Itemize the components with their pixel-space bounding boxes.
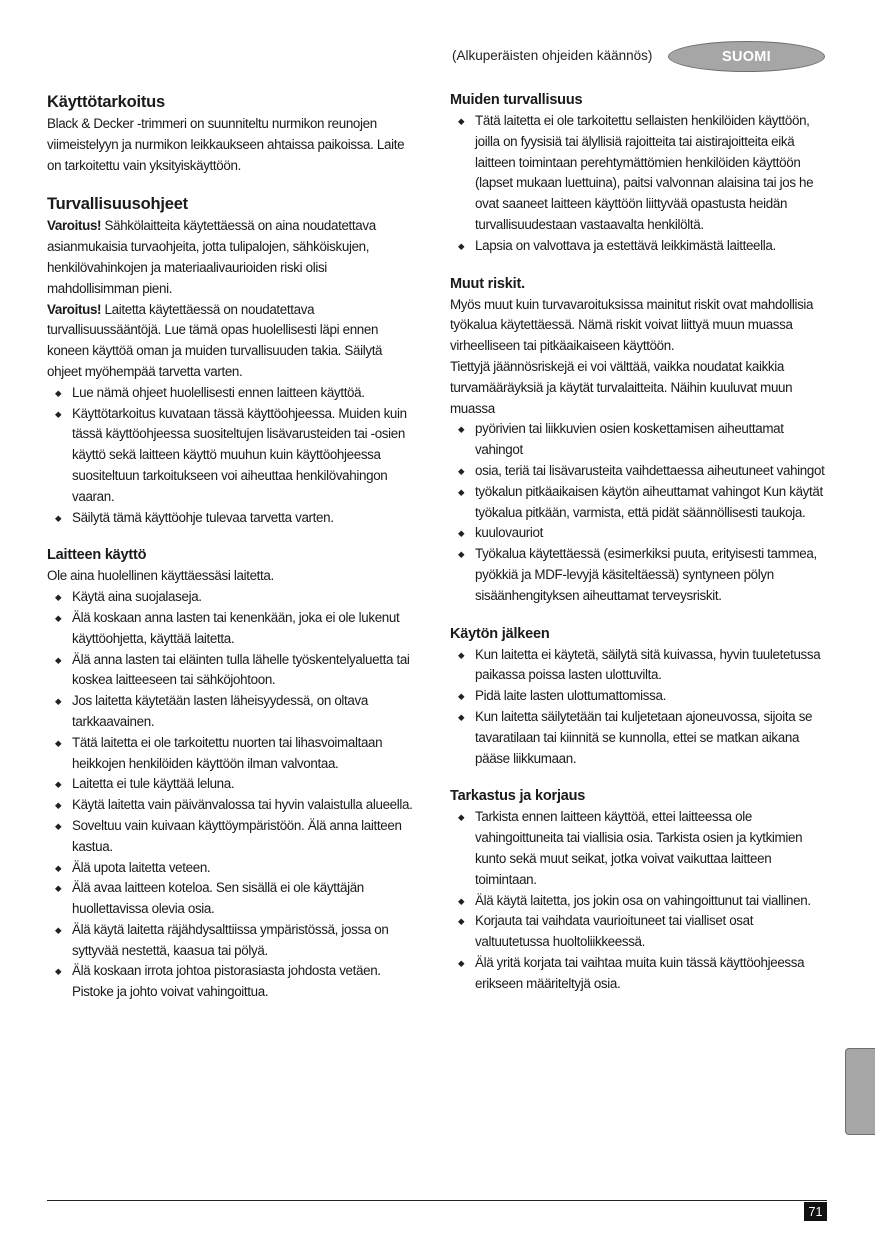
- safety-warning-2: [47, 300, 413, 383]
- list-item: ◆ Soveltuu vain kuivaan käyttöympäristöön. Älä anna laitteen kastua.: [47, 816, 413, 858]
- list-item: ◆ Älä käytä laitetta, jos jokin osa on vahingoittunut tai viallinen.: [450, 891, 830, 912]
- safety-section: [47, 192, 413, 528]
- inspection-section: [450, 786, 830, 994]
- list-item: ◆ Kun laitetta säilytetään tai kuljetetaan ajoneuvossa, sijoita se tavaratilaan tai kiinnitä se kunnolla, ettei se matkan aikana pääse liikkumaan.: [450, 707, 830, 769]
- list-item: ◆ Tarkista ennen laitteen käyttöä, ettei laitteessa ole vahingoittuneita tai viallisia osia. Tarkista osien ja kytkimien kunto sekä muut seikat, jotka voivat vaikuttaa laitteen toimintaan.: [450, 807, 830, 890]
- other-safety-title: Muiden turvallisuus: [450, 92, 583, 108]
- list-item: ◆ Laitetta ei tule käyttää leluna.: [47, 774, 413, 795]
- operation-intro: Ole aina huolellinen käyttäessäsi laitetta.: [47, 568, 274, 584]
- language-tab: [668, 41, 825, 72]
- warning-text-2: Laitetta käytettäessä on noudatettava turvallisuussääntöjä. Lue tämä opas huolellisesti läpi ennen koneen käyttöä oman ja muiden turvallisuuden takia. Säilytä ohjeet myöhempää tarvetta varten.: [47, 301, 383, 379]
- list-item: ◆ Älä avaa laitteen koteloa. Sen sisällä ei ole käyttäjän huollettavissa olevia osia.: [47, 878, 413, 920]
- list-item: ◆ työkalun pitkäaikaisen käytön aiheuttamat vahingot Kun käytät työkalua pitkään, varmista, että pidät säännöllisesti taukoja.: [450, 482, 830, 524]
- list-item: ◆ Käytä laitetta vain päivänvalossa tai hyvin valaistulla alueella.: [47, 795, 413, 816]
- inspection-title: Tarkastus ja korjaus: [450, 788, 586, 805]
- side-tab-marker: [845, 1048, 875, 1135]
- other-safety-list: [450, 111, 830, 257]
- operation-list: [47, 587, 413, 1003]
- right-column: [450, 90, 830, 1011]
- page-number: 71: [804, 1202, 827, 1221]
- warning-label-1: Varoitus!: [47, 218, 102, 234]
- list-item: ◆ osia, teriä tai lisävarusteita vaihdettaessa aiheutuneet vahingot: [450, 461, 830, 482]
- left-column: [47, 90, 413, 1020]
- after-use-title: Käytön jälkeen: [450, 625, 550, 642]
- list-item: ◆ Älä anna lasten tai eläinten tulla lähelle työskentelyaluetta tai koskea laitteeseen tai sähköjohtoon.: [47, 650, 413, 692]
- list-item: ◆ Älä koskaan anna lasten tai kenenkään, joka ei ole lukenut käyttöohjetta, käyttää laitetta.: [47, 608, 413, 650]
- warning-text-1: Sähkölaitteita käytettäessä on aina noudatettava asianmukaisia turvaohjeita, jotta tulipalojen, sähköiskujen, henkilövahinkojen ja materiaalivaurioiden riski olisi mahdollisimman pieni.: [47, 218, 376, 296]
- list-item: ◆ Tätä laitetta ei ole tarkoitettu sellaisten henkilöiden käyttöön, joilla on fyysisiä tai älyllisiä rajoitteita tai aistirajoitteita eikä laitteen toimintaan perehtymättömien henkilöiden käyttöön (lapset mukaan luettuina), paitsi valvonnan alaisina tai jos he ovat saaneet laitteen käyttöön liittyvää opastusta heidän turvallisuudestaan vastaavalta henkilöltä.: [450, 111, 830, 236]
- list-item: ◆ Säilytä tämä käyttöohje tulevaa tarvetta varten.: [47, 508, 413, 529]
- list-item: ◆ Korjauta tai vaihdata vaurioituneet tai vialliset osat valtuutetussa huoltoliikkeessä.: [450, 911, 830, 953]
- list-item: ◆ Pidä laite lasten ulottumattomissa.: [450, 686, 830, 707]
- list-item: ◆ Lue nämä ohjeet huolellisesti ennen laitteen käyttöä.: [47, 383, 413, 404]
- intended-use-section: [47, 90, 413, 176]
- list-item: ◆ Älä käytä laitetta räjähdysalttiissa ympäristössä, jossa on syttyvää nestettä, kaasua tai pölyä.: [47, 920, 413, 962]
- list-item: ◆ Kun laitetta ei käytetä, säilytä sitä kuivassa, hyvin tuuletetussa paikassa poissa lasten ulottuvilta.: [450, 645, 830, 687]
- list-item: ◆ Käyttötarkoitus kuvataan tässä käyttöohjeessa. Muiden kuin tässä käyttöohjeessa suositeltujen lisävarusteiden tai -osien käyttö sekä laitteen käyttö muuhun kuin käyttöohjeessa suositeltuun tarkoitukseen voi aiheuttaa henkilövahingon vaaran.: [47, 404, 413, 508]
- list-item: ◆ Tätä laitetta ei ole tarkoitettu nuorten tai lihasvoimaltaan heikkojen henkilöiden käyttöön ilman valvontaa.: [47, 733, 413, 775]
- language-tab-label: SUOMI: [721, 48, 772, 65]
- footer-divider: [47, 1200, 827, 1201]
- after-use-list: [450, 645, 830, 770]
- operation-title: Laitteen käyttö: [47, 547, 147, 564]
- list-item: ◆ Lapsia on valvottava ja estettävä leikkimästä laitteella.: [450, 236, 830, 257]
- list-item: ◆ Älä upota laitetta veteen.: [47, 858, 413, 879]
- other-risks-para-2: Tiettyjä jäännösriskejä ei voi välttää, vaikka noudatat kaikkia turvamääräyksiä ja käytät turvalaitteita. Näihin kuuluvat muun muassa: [450, 358, 793, 416]
- safety-warning-1: [47, 216, 413, 299]
- other-risks-para-1: Myös muut kuin turvavaroituksissa mainitut riskit ovat mahdollisia työkalua käytettäessä. Nämä riskit voivat liittyä muun muassa virheelliseen tai pitkäaikaiseen käyttöön.: [450, 296, 814, 354]
- safety-list: [47, 383, 413, 529]
- safety-title: Turvallisuusohjeet: [47, 195, 188, 214]
- other-risks-section: [450, 274, 830, 607]
- translation-note: (Alkuperäisten ohjeiden käännös): [452, 48, 653, 63]
- inspection-list: [450, 807, 830, 994]
- list-item: ◆ Käytä aina suojalaseja.: [47, 587, 413, 608]
- after-use-section: [450, 624, 830, 770]
- list-item: ◆ pyörivien tai liikkuvien osien koskettamisen aiheuttamat vahingot: [450, 419, 830, 461]
- list-item: ◆ kuulovauriot: [450, 523, 830, 544]
- other-risks-list: [450, 419, 830, 606]
- warning-label-2: Varoitus!: [47, 301, 102, 317]
- intended-use-title: Käyttötarkoitus: [47, 93, 166, 111]
- list-item: ◆ Työkalua käytettäessä (esimerkiksi puuta, erityisesti tammea, pyökkiä ja MDF-levyjä käsiteltäessä) syntyneen pölyn sisäänhengityksen aiheuttamat terveysriskit.: [450, 544, 830, 606]
- list-item: ◆ Jos laitetta käytetään lasten läheisyydessä, on oltava tarkkaavainen.: [47, 691, 413, 733]
- list-item: ◆ Älä koskaan irrota johtoa pistorasiasta johdosta vetäen. Pistoke ja johto voivat vahingoittua.: [47, 961, 413, 1003]
- other-risks-title: Muut riskit.: [450, 275, 525, 292]
- list-item: ◆ Älä yritä korjata tai vaihtaa muita kuin tässä käyttöohjeessa erikseen määriteltyjä osia.: [450, 953, 830, 995]
- intended-use-text: Black & Decker -trimmeri on suunniteltu nurmikon reunojen viimeistelyyn ja nurmikon leikkaukseen ahtaissa paikoissa. Laite on tarkoitettu vain yksityiskäyttöön.: [47, 116, 405, 173]
- operation-section: [47, 545, 413, 1003]
- other-safety-section: [450, 90, 830, 257]
